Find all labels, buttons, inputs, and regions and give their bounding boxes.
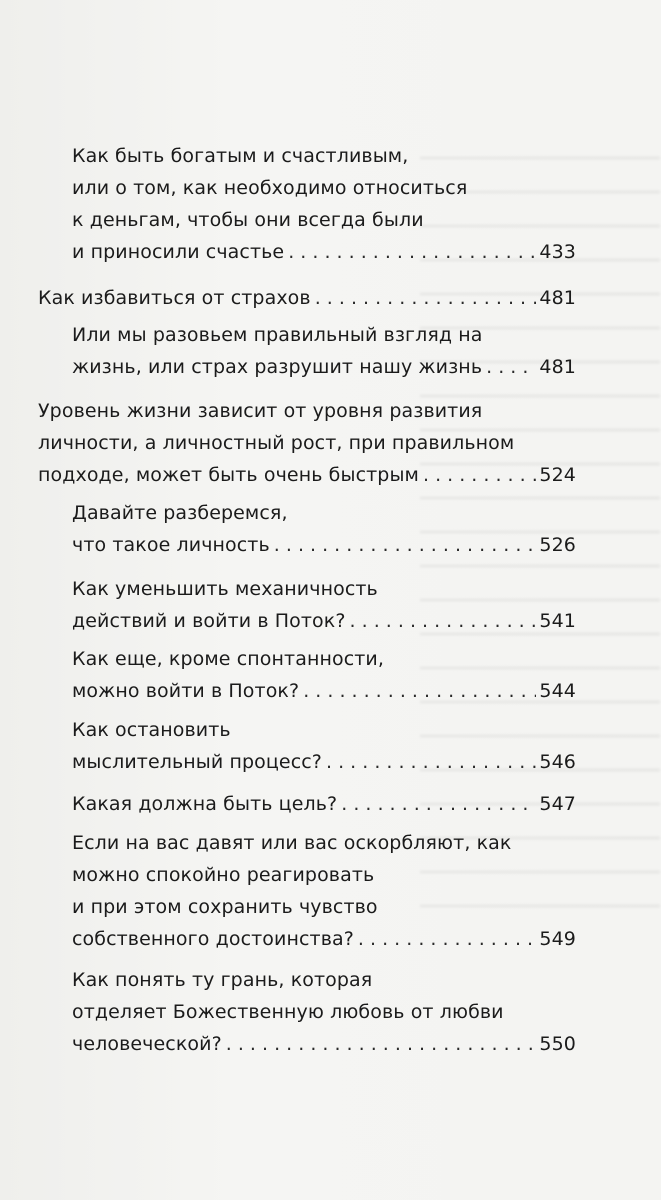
toc-entry-line: Если на вас давят или вас оскорбляют, как [72,832,512,854]
page-number: 541 [539,610,576,632]
page-number: 481 [539,287,576,309]
toc-entry [72,497,576,561]
toc-entry [72,964,576,1060]
toc-entry-final-line [72,236,576,268]
toc-entry-final-line [72,605,576,637]
toc-entry [38,395,576,491]
toc-entry-line: Или мы разовьем правильный взгляд на [72,324,483,346]
dot-leader [341,788,536,820]
toc-entry-line: Как еще, кроме спонтанности, [72,648,385,670]
page-number: 544 [539,680,576,702]
toc-entry-line: Давайте разберемся, [72,502,288,524]
dot-leader [423,459,536,491]
toc-entry-title-end: человеческой? [72,1033,222,1055]
toc-entry [72,573,576,637]
dot-leader [315,282,537,314]
toc-entry-final-line [72,746,576,778]
toc-entry-title-end: можно войти в Поток? [72,680,300,702]
page-number: 433 [539,241,576,263]
dot-leader [358,923,537,955]
toc-entry-final-line [72,788,576,820]
toc-entry-final-line [72,675,576,707]
toc-entry-line: можно спокойно реагировать [72,864,375,886]
toc-entry-final-line [72,529,576,561]
toc-entry-title-end: что такое личность [72,534,270,556]
toc-entry-line: Уровень жизни зависит от уровня развития [38,400,483,422]
page-number: 549 [539,928,576,950]
toc-entry-final-line [38,282,576,314]
toc-entry-title-end: действий и войти в Поток? [72,610,346,632]
toc-entry-line: к деньгам, чтобы они всегда были [72,209,424,231]
toc-entry [72,714,576,778]
toc-entry [72,643,576,707]
page-number: 526 [539,534,576,556]
toc-entry-title-end: жизнь, или страх разрушит нашу жизнь [72,356,483,378]
toc-entry-line: и при этом сохранить чувство [72,896,378,918]
toc-entry-final-line [72,1028,576,1060]
dot-leader [350,605,537,637]
toc-entry-final-line [72,351,576,383]
toc-entry-title-end: подходе, может быть очень быстрым [38,464,419,486]
toc-entry [72,140,576,268]
dot-leader [303,675,536,707]
dot-leader [274,529,537,561]
toc-entry [38,282,576,314]
toc-entry-line: Как уменьшить механичность [72,578,378,600]
dot-leader [326,746,536,778]
toc-entry-line: или о том, как необходимо относиться [72,177,468,199]
dot-leader [288,236,536,268]
page-number: 481 [539,356,576,378]
toc-entry-line: Как быть богатым и счастливым, [72,145,409,167]
toc-entry-line: отделяет Божественную любовь от любви [72,1001,504,1023]
toc-entry [72,827,576,955]
page-number: 524 [539,464,576,486]
toc-entry-title-end: Какая должна быть цель? [72,793,338,815]
toc-entry-line: Как понять ту грань, которая [72,969,373,991]
toc-entry-title-end: собственного достоинства? [72,928,354,950]
toc-entry [72,319,576,383]
dot-leader [226,1028,537,1060]
toc-entry-line: личности, а личностный рост, при правильном [38,432,515,454]
toc-entry-final-line [38,459,576,491]
toc-entry [72,788,576,820]
page-number: 547 [539,793,576,815]
toc-entry-title-end: мыслительный процесс? [72,751,322,773]
toc-entry-final-line [72,923,576,955]
toc-entry-title-end: и приносили счастье [72,241,285,263]
page-number: 546 [539,751,576,773]
toc-entry-title-end: Как избавиться от страхов [38,287,311,309]
dot-leader [486,351,536,383]
toc-entry-line: Как остановить [72,719,231,741]
page-number: 550 [539,1033,576,1055]
